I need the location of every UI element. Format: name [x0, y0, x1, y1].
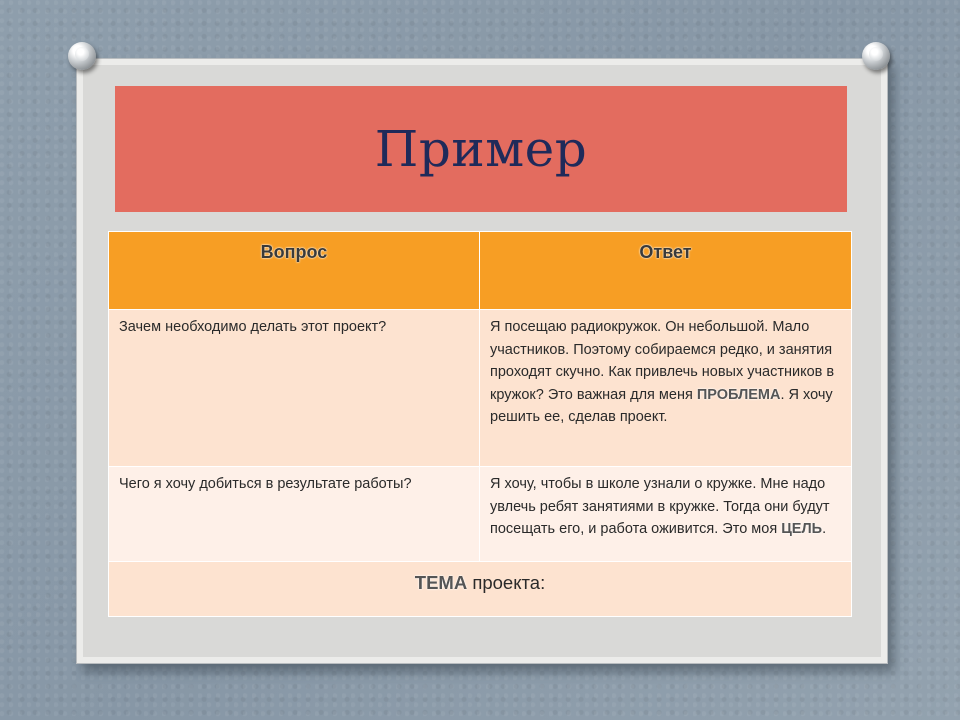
answer-text-end: . — [822, 521, 827, 537]
topic-label: проекта: — [467, 572, 546, 593]
qa-table — [108, 231, 852, 617]
answer-keyword: ПРОБЛЕМА — [696, 386, 781, 403]
answer-text: Я хочу, чтобы в школе узнали о кружке. Мне надо увлечь ребят занятиями в кружке. Тогда они будут посещать его, и работа оживится. Это моя — [490, 476, 830, 537]
pushpin-icon — [68, 42, 96, 70]
header-answer: Ответ — [480, 232, 852, 310]
topic-keyword: ТЕМА — [414, 572, 468, 593]
answer-cell — [480, 310, 852, 467]
slide-title-banner — [115, 86, 847, 212]
table-row — [109, 310, 852, 467]
slide-title: Пример — [374, 120, 588, 178]
answer-text: Я посещаю радиокружок. Он небольшой. Мало участников. Поэтому собираемся редко, и занятия проходят скучно. Как привлечь новых участников в кружок? Это важная для меня — [490, 319, 835, 403]
table-header-row — [109, 232, 852, 310]
table-row — [109, 467, 852, 562]
pushpin-icon — [862, 42, 890, 70]
topic-cell — [109, 562, 852, 617]
question-cell: Чего я хочу добиться в результате работы? — [109, 467, 480, 562]
answer-cell — [480, 467, 852, 562]
header-question: Вопрос — [109, 232, 480, 310]
table-footer-row — [109, 562, 852, 617]
question-cell: Зачем необходимо делать этот проект? — [109, 310, 480, 467]
answer-keyword: ЦЕЛЬ — [781, 521, 823, 537]
answer-text-end: . Я хочу решить ее, сделав проект. — [490, 386, 833, 425]
